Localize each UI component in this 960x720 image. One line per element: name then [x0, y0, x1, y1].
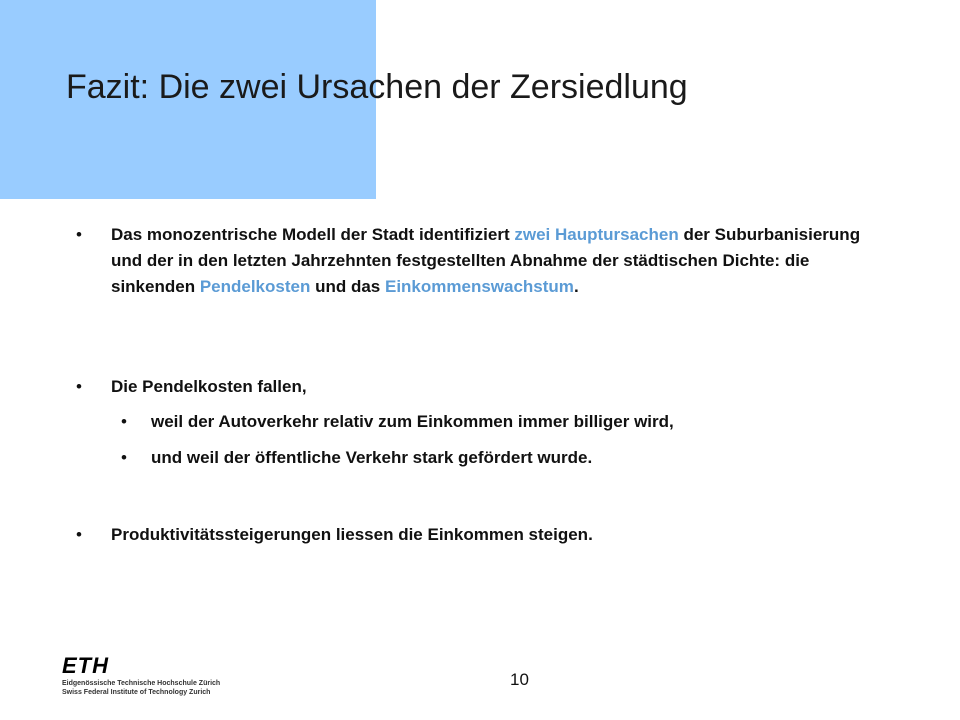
eth-wordmark: ETH — [62, 653, 109, 678]
bullet-item-3 — [76, 522, 891, 548]
bullet-text: der Suburbanisierung und der in den letzten Jahrzehnten festgestellten Abnahme der städtischen Dichte: die sinkenden — [111, 225, 861, 296]
sub-bullet-item-1 — [121, 409, 891, 435]
bullet-text: Die Pendelkosten fallen, — [111, 377, 307, 396]
sub-bullet-item-2 — [121, 445, 891, 471]
highlight-text: zwei Hauptursachen — [514, 225, 679, 244]
slide-title: Fazit: Die zwei Ursachen der Zersiedlung — [66, 68, 688, 106]
bullet-item-2 — [76, 374, 891, 400]
bullet-text: und weil der öffentliche Verkehr stark gefördert wurde. — [151, 448, 593, 467]
bullet-icon: • — [121, 448, 127, 467]
bullet-text: und das — [310, 277, 385, 296]
bullet-item-1 — [76, 222, 891, 300]
eth-logo-line-english: Swiss Federal Institute of Technology Zurich — [62, 689, 211, 696]
eth-logo — [62, 655, 232, 697]
bullet-icon: • — [121, 412, 127, 431]
bullet-text: Produktivitätssteigerungen liessen die Einkommen steigen. — [111, 525, 593, 544]
highlight-text: Einkommenswachstum — [384, 277, 574, 296]
bullet-icon: • — [76, 377, 82, 396]
bullet-text: . — [573, 277, 579, 296]
bullet-text: weil der Autoverkehr relativ zum Einkommen immer billiger wird, — [151, 412, 674, 431]
bullet-text: Das monozentrische Modell der Stadt identifiziert — [111, 225, 515, 244]
page-number: 10 — [510, 670, 529, 689]
bullet-icon: • — [76, 225, 82, 244]
eth-logo-line-german: Eidgenössische Technische Hochschule Zürich — [62, 680, 221, 687]
bullet-icon: • — [76, 525, 82, 544]
highlight-text: Pendelkosten — [199, 277, 311, 296]
